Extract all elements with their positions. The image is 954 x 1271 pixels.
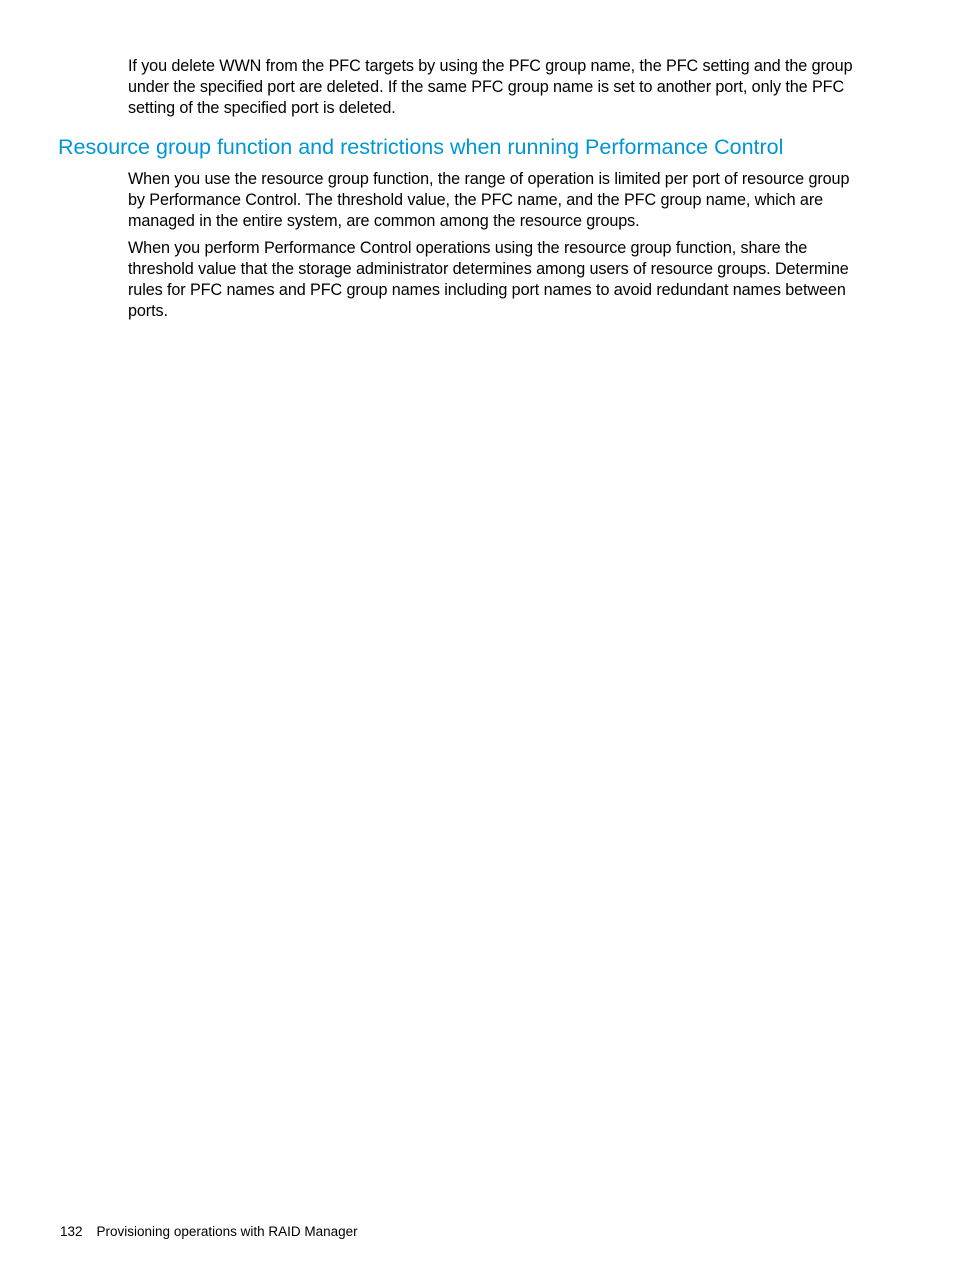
body-paragraph-2: When you perform Performance Control operations using the resource group function, share the threshold value that the storage administrator determines among users of resource groups. Determine rules for PFC names and PFC group names including port names to avoid redundant names between ports. <box>128 239 849 320</box>
footer-chapter-title: Provisioning operations with RAID Manager <box>96 1224 358 1239</box>
intro-paragraph: If you delete WWN from the PFC targets by using the PFC group name, the PFC setting and the group under the specified port are deleted. If the same PFC group name is set to another port, only the PFC setting of the specified port is deleted. <box>128 57 853 117</box>
body-paragraph-1: When you use the resource group function, the range of operation is limited per port of resource group by Performance Control. The threshold value, the PFC name, and the PFC group name, which are managed in the entire system, are common among the resource groups. <box>128 170 850 230</box>
page-number: 132 <box>60 1224 83 1239</box>
page-footer <box>60 1223 358 1241</box>
section-heading: Resource group function and restrictions when running Performance Control <box>58 135 784 159</box>
